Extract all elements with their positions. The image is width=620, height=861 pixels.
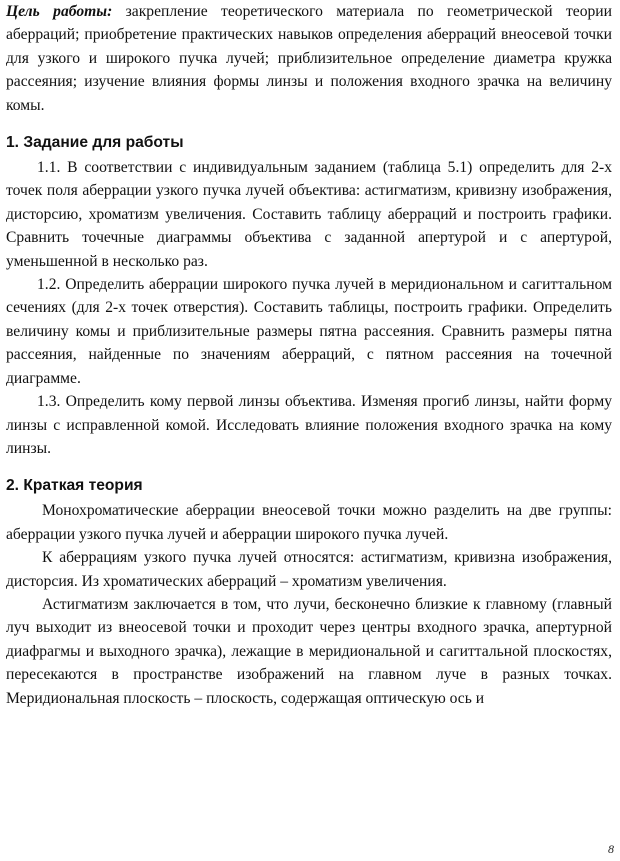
task-item-1-1: 1.1. В соответствии с индивидуальным заданием (таблица 5.1) определить для 2-х точек поля аберрации узкого пучка лучей объектива: астигматизм, кривизну изображения, дисторсию, хроматизм увеличения. Составить таблицу аберраций и построить графики. Сравнить точечные диаграммы объектива с заданной апертурой и с апертурой, уменьшенной в несколько раз. [6, 159, 612, 270]
theory-paragraph-2: К аберрациям узкого пучка лучей относятся: астигматизм, кривизна изображения, дисторсия. Из хроматических аберраций – хроматизм увеличения. [6, 549, 612, 590]
task-item-1-2: 1.2. Определить аберрации широкого пучка лучей в меридиональном и сагиттальном сечениях (для 2-х точек отверстия). Составить таблицы, построить графики. Определить величину комы и приблизительные размеры пятна рассеяния. Сравнить размеры пятна рассеяния, найденные по значениям аберраций, с пятном рассеяния на точечной диаграмме. [6, 276, 612, 387]
goal-text: закрепление теоретического материала по геометрической теории аберраций; приобретение практических навыков определения аберраций внеосевой точки для узкого и широкого пучка лучей; приблизительное определение диаметра кружка рассеяния; изучение влияния формы линзы и положения входного зрачка на величину комы. [6, 3, 612, 114]
theory-paragraph-1: Монохроматические аберрации внеосевой точки можно разделить на две группы: аберрации узкого пучка лучей и аберрации широкого пучка лучей. [6, 502, 612, 543]
section-1-heading: 1. Задание для работы [6, 134, 184, 152]
document-page [6, 0, 612, 710]
theory-paragraph-3: Астигматизм заключается в том, что лучи, бесконечно близкие к главному (главный луч выходит из внеосевой точки и проходит через центры входного зрачка, апертурной диафрагмы и выходного зрачка), лежащие в меридиональной и сагиттальной плоскостях, пересекаются в пространстве изображений на главном луче в разных точках. Меридиональная плоскость – плоскость, содержащая оптическую ось и [6, 595, 612, 707]
section-2-heading: 2. Краткая теория [6, 477, 143, 495]
task-item-1-3: 1.3. Определить кому первой линзы объектива. Изменяя прогиб линзы, найти форму линзы с исправленной комой. Исследовать влияние положения входного зрачка на кому линзы. [6, 393, 612, 457]
goal-paragraph [6, 0, 612, 117]
page-number: 8 [608, 842, 614, 856]
goal-label: Цель работы: [6, 3, 113, 20]
